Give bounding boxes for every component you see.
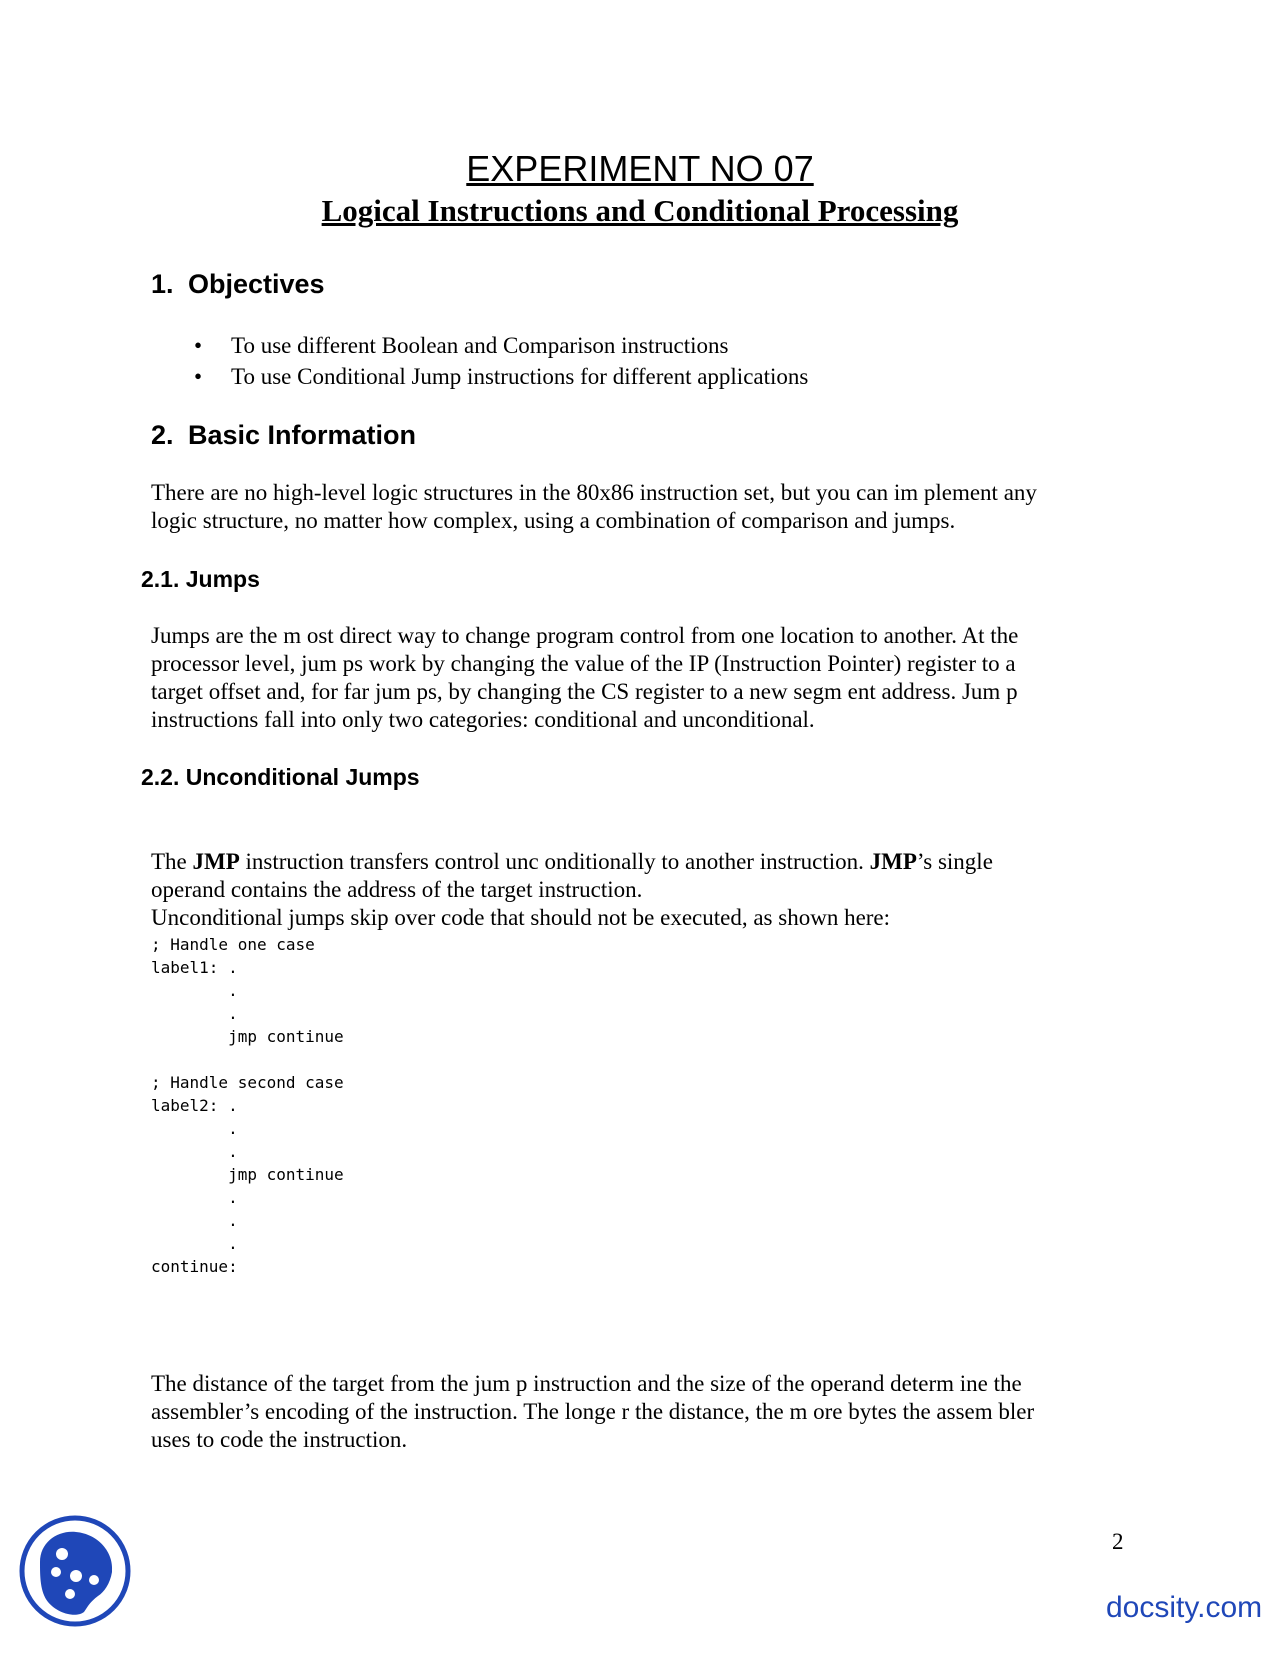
text-run: ’s single	[916, 849, 993, 874]
objectives-number: 1.	[151, 269, 174, 299]
basic-information-heading-text: Basic Information	[188, 420, 417, 450]
paragraph-line: operand contains the address of the target instruction.	[151, 877, 643, 902]
list-item	[0, 361, 808, 392]
paragraph-line: assembler’s encoding of the instruction. The longe r the distance, the m ore bytes the assem bler	[151, 1399, 1035, 1424]
paragraph-line: Jumps are the m ost direct way to change program control from one location to another. At the	[151, 623, 1019, 648]
bullet-icon: •	[194, 364, 203, 389]
paragraph-line: Unconditional jumps skip over code that should not be executed, as shown here:	[151, 905, 891, 930]
paragraph-line	[151, 848, 1136, 876]
code-block: ; Handle one case label1: . . . jmp continue ; Handle second case label2: . . . jmp continue . . . continue:	[151, 935, 344, 1276]
basic-information-number: 2.	[151, 420, 174, 450]
paragraph-line: uses to code the instruction.	[151, 1427, 408, 1452]
jmp-keyword: JMP	[192, 849, 240, 874]
list-item	[0, 330, 808, 361]
document-subtitle: Logical Instructions and Conditional Processing	[321, 193, 959, 228]
text-run: instruction transfers control unc onditionally to another instruction.	[239, 849, 870, 874]
paragraph-line: The distance of the target from the jum p instruction and the size of the operand determ ine the	[151, 1371, 1022, 1396]
basic-information-heading	[151, 419, 416, 451]
docsity-logo-icon	[18, 1514, 132, 1628]
unconditional-jumps-paragraph	[151, 848, 1136, 932]
jmp-keyword: JMP	[869, 849, 917, 874]
unconditional-jumps-heading: 2.2. Unconditional Jumps	[141, 764, 420, 790]
paragraph-line: There are no high-level logic structures in the 80x86 instruction set, but you can im plement any	[151, 480, 1037, 505]
jumps-heading: 2.1. Jumps	[141, 566, 260, 592]
distance-paragraph	[151, 1370, 1136, 1454]
paragraph-line: target offset and, for far jum ps, by changing the CS register to a new segm ent address. Jum p	[151, 679, 1018, 704]
paragraph-line: logic structure, no matter how complex, using a combination of comparison and jumps.	[151, 508, 956, 533]
objectives-heading-text: Objectives	[188, 269, 325, 299]
document-title: EXPERIMENT NO 07	[466, 148, 814, 189]
objective-text: To use Conditional Jump instructions for different applications	[231, 364, 809, 389]
paragraph-line: instructions fall into only two categories: conditional and unconditional.	[151, 707, 815, 732]
objectives-list	[0, 330, 808, 392]
page-number: 2	[1112, 1529, 1124, 1554]
objectives-heading	[151, 268, 325, 300]
jumps-paragraph	[151, 622, 1136, 734]
objective-text: To use different Boolean and Comparison instructions	[231, 333, 729, 358]
bullet-icon: •	[194, 333, 203, 358]
docsity-brand-link[interactable]: docsity.com	[1106, 1591, 1263, 1624]
basic-information-paragraph	[151, 479, 1136, 535]
paragraph-line: processor level, jum ps work by changing the value of the IP (Instruction Pointer) register to a	[151, 651, 1016, 676]
text-run: The	[151, 849, 193, 874]
